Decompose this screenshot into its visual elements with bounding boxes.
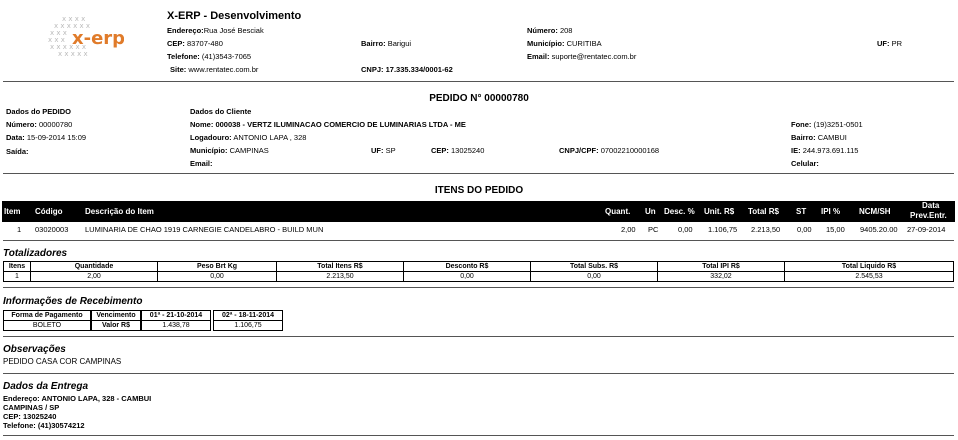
cliente-email: Email:: [190, 159, 213, 168]
company-municipio: Município: CURITIBA: [527, 39, 602, 48]
divider: [3, 435, 954, 436]
entrega-cidade: CAMPINAS / SP: [3, 403, 60, 412]
company-uf: UF: PR: [877, 39, 903, 48]
pedido-title: PEDIDO N° 00000780: [429, 93, 529, 104]
observacoes-text: PEDIDO CASA COR CAMPINAS: [3, 357, 122, 366]
table-row: 1 03020003 LUMINARIA DE CHAO 1919 CARNEGIE CANDELABRO - BUILD MUN 2,00 PC 0,00 1.106,75 2.213,50 0,00 15,00 9405.20.00 27-09-2014: [17, 225, 946, 234]
divider: [3, 173, 954, 174]
col-desc: Desc. %: [664, 207, 695, 216]
company-name: X-ERP - Desenvolvimento: [167, 10, 302, 22]
entrega-telefone: Telefone: (41)30574212: [3, 421, 85, 430]
col-prev-entr: Prev.Entr.: [910, 211, 947, 220]
cliente-municipio: Município: CAMPINAS: [190, 146, 269, 155]
col-ipi: IPI %: [821, 207, 841, 216]
divider: [3, 373, 954, 374]
cliente-celular: Celular:: [791, 159, 819, 168]
company-phone: Telefone: (41)3543-7065: [167, 52, 252, 61]
recebimento-table-venc: Vencimento Valor R$: [91, 310, 141, 331]
cliente-cep: CEP: 13025240: [431, 146, 485, 155]
totalizadores-table: Itens Quantidade Peso Brt Kg Total Itens R$ Desconto R$ Total Subs. R$ Total IPI R$ Total Liquido R$ 1 2,00 0,00 2.213,50 0,00 0,00 332,02 2.545,53: [3, 261, 954, 282]
svg-text:x x x x x x: x x x x x x: [50, 43, 86, 51]
col-total: Total R$: [748, 207, 779, 216]
entrega-endereco: Endereço: ANTONIO LAPA, 328 - CAMBUI: [3, 394, 152, 403]
entrega-cep: CEP: 13025240: [3, 412, 57, 421]
company-numero: Número: 208: [527, 26, 573, 35]
cliente-ie: IE: 244.973.691.115: [791, 146, 859, 155]
col-data: Data: [922, 201, 940, 210]
itens-title: ITENS DO PEDIDO: [434, 185, 524, 196]
col-quant: Quant.: [605, 207, 631, 216]
recebimento-table-forma: Forma de Pagamento BOLETO: [3, 310, 91, 331]
pedido-header: Dados do PEDIDO: [6, 107, 72, 116]
col-codigo: Código: [35, 207, 63, 216]
company-cnpj: CNPJ: 17.335.334/0001-62: [361, 65, 453, 74]
cliente-bairro: Bairro: CAMBUI: [791, 133, 847, 142]
pedido-numero: Número: 00000780: [6, 120, 73, 129]
pedido-saida: Saída:: [6, 147, 29, 156]
recebimento-parcela-2: 02ª - 18-11-2014 1.106,75: [213, 310, 283, 331]
entrega-title: Dados da Entrega: [3, 381, 89, 392]
recebimento-title: Informações de Recebimento: [3, 296, 143, 307]
cliente-logradouro: Logadouro: ANTONIO LAPA , 328: [190, 133, 307, 142]
cliente-fone: Fone: (19)3251-0501: [791, 120, 863, 129]
col-ncm: NCM/SH: [859, 207, 891, 216]
cliente-cnpj: CNPJ/CPF: 07002210000168: [559, 146, 660, 155]
company-logo: [44, 13, 124, 59]
totalizadores-title: Totalizadores: [3, 248, 68, 259]
svg-text:x x x x x x: x x x x x x: [54, 22, 90, 30]
itens-table-header: [2, 201, 955, 222]
pedido-data: Data: 15-09-2014 15:09: [6, 133, 87, 142]
cliente-header: Dados do Cliente: [190, 107, 252, 116]
divider: [3, 287, 954, 288]
col-st: ST: [796, 207, 807, 216]
svg-text:x x x: x x x: [48, 36, 65, 44]
observacoes-title: Observações: [3, 344, 66, 355]
svg-text:x x x x x: x x x x x: [58, 50, 88, 58]
svg-text:x x x x: x x x x: [62, 15, 86, 23]
col-descricao: Descrição do Item: [85, 207, 154, 216]
col-item: Item: [4, 207, 21, 216]
logo-text: x-erp: [72, 28, 124, 49]
company-bairro: Bairro: Barigui: [361, 39, 412, 48]
svg-text:x x x: x x x: [50, 29, 67, 37]
cliente-uf: UF: SP: [371, 146, 396, 155]
cliente-nome: Nome: 000038 - VERTZ ILUMINACAO COMERCIO DE LUMINARIAS LTDA - ME: [190, 120, 466, 129]
col-unit: Unit. R$: [704, 207, 735, 216]
divider: [3, 81, 954, 82]
divider: [3, 240, 954, 241]
company-address: Endereço:Rua José Besciak: [167, 26, 264, 35]
company-cep: CEP: 83707-480: [167, 39, 223, 48]
company-email: Email: suporte@rentatec.com.br: [527, 52, 637, 61]
recebimento-parcela-1: 01ª - 21-10-2014 1.438,78: [141, 310, 211, 331]
company-site: Site: www.rentatec.com.br: [170, 65, 259, 74]
col-un: Un: [645, 207, 656, 216]
divider: [3, 336, 954, 337]
